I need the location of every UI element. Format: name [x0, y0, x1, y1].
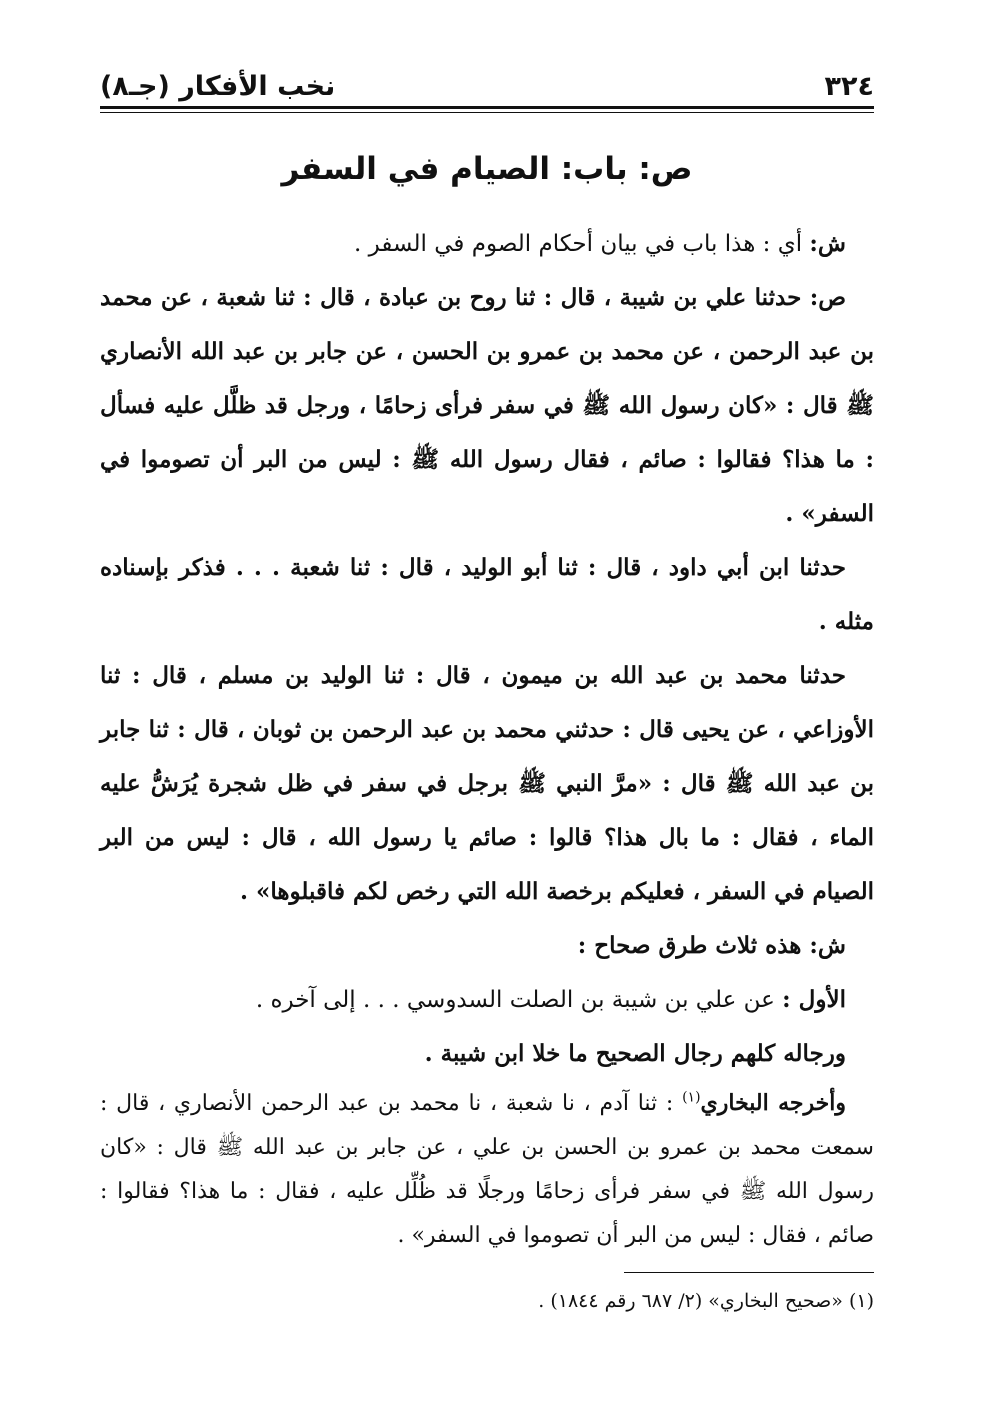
paragraph-1-text: أي : هذا باب في بيان أحكام الصوم في السفر .: [354, 231, 810, 257]
paragraph-3-text: حدثنا ابن أبي داود ، قال : ثنا أبو الوليد ، قال : ثنا شعبة . . . فذكر بإسناده مثله .: [100, 554, 874, 635]
paragraph-6: [100, 973, 874, 1027]
section-title: ص: باب: الصيام في السفر: [281, 151, 693, 187]
paragraph-7: [100, 1027, 874, 1081]
book-title: نخب الأفكار (جـ٨): [100, 71, 336, 102]
paragraph-8-lead: وأخرجه البخاري: [700, 1090, 847, 1116]
paragraph-4: [100, 649, 874, 919]
paragraph-4-text: حدثنا محمد بن عبد الله بن ميمون ، قال : ثنا الوليد بن مسلم ، قال : ثنا الأوزاعي ، عن يحيى قال : حدثني محمد بن عبد الرحمن بن ثوبان ، قال : ثنا جابر بن عبد الله ﷺ قال : «مرَّ النبي ﷺ برجل في سفر في ظل شجرة يُرَشُّ عليه الماء ، فقال : ما بال هذا؟ قالوا : صائم يا رسول الله ، قال : ليس من البر الصيام في السفر ، فعليكم برخصة الله التي رخص لكم فاقبلوها» .: [100, 662, 874, 905]
paragraph-8: [100, 1081, 874, 1258]
paragraph-2-lead: ص:: [809, 284, 846, 311]
book-page: [100, 58, 874, 1357]
paragraph-2: [100, 271, 874, 541]
header-rule: [100, 106, 874, 113]
footnote: (١) «صحيح البخاري» (٢/ ٦٨٧ رقم ١٨٤٤) .: [538, 1290, 874, 1312]
footnote-rule: [624, 1272, 874, 1273]
paragraph-1-lead: ش:: [809, 230, 846, 257]
paragraph-8-text: : ثنا آدم ، نا شعبة ، نا محمد بن عبد الرحمن الأنصاري ، قال : سمعت محمد بن عمرو بن الحسن بن علي ، عن جابر بن عبد الله ﷺ قال : «كان رسول الله ﷺ في سفر فرأى زحامًا ورجلًا قد ظُلِّل عليه ، فقال : ما هذا؟ فقالوا : صائم ، فقال : ليس من البر أن تصوموا في السفر» .: [100, 1091, 874, 1248]
paragraph-6-text: عن علي بن شيبة بن الصلت السدوسي . . . إلى آخره .: [255, 987, 783, 1013]
paragraph-5-lead: ش:: [809, 932, 846, 959]
page-number: ٣٢٤: [824, 71, 874, 102]
paragraph-2-text: حدثنا علي بن شيبة ، قال : ثنا روح بن عبادة ، قال : ثنا شعبة ، عن محمد بن عبد الرحمن ، عن محمد بن عمرو بن الحسن ، عن جابر بن عبد الله الأنصاري ﷺ قال : «كان رسول الله ﷺ في سفر فرأى زحامًا ، ورجل قد ظلَّل عليه فسأل : ما هذا؟ فقالوا : صائم ، فقال رسول الله ﷺ : ليس من البر أن تصوموا في السفر» .: [100, 284, 874, 527]
paragraph-7-text: ورجاله كلهم رجال الصحيح ما خلا ابن شيبة .: [424, 1040, 846, 1067]
page-header: [100, 58, 874, 102]
paragraph-5: [100, 919, 874, 973]
paragraph-3: [100, 541, 874, 649]
paragraph-6-lead: الأول :: [782, 986, 846, 1013]
footnote-marker[interactable]: (١): [682, 1089, 701, 1106]
paragraph-5-text: هذه ثلاث طرق صحاح :: [577, 932, 810, 959]
paragraph-1: [100, 217, 874, 271]
